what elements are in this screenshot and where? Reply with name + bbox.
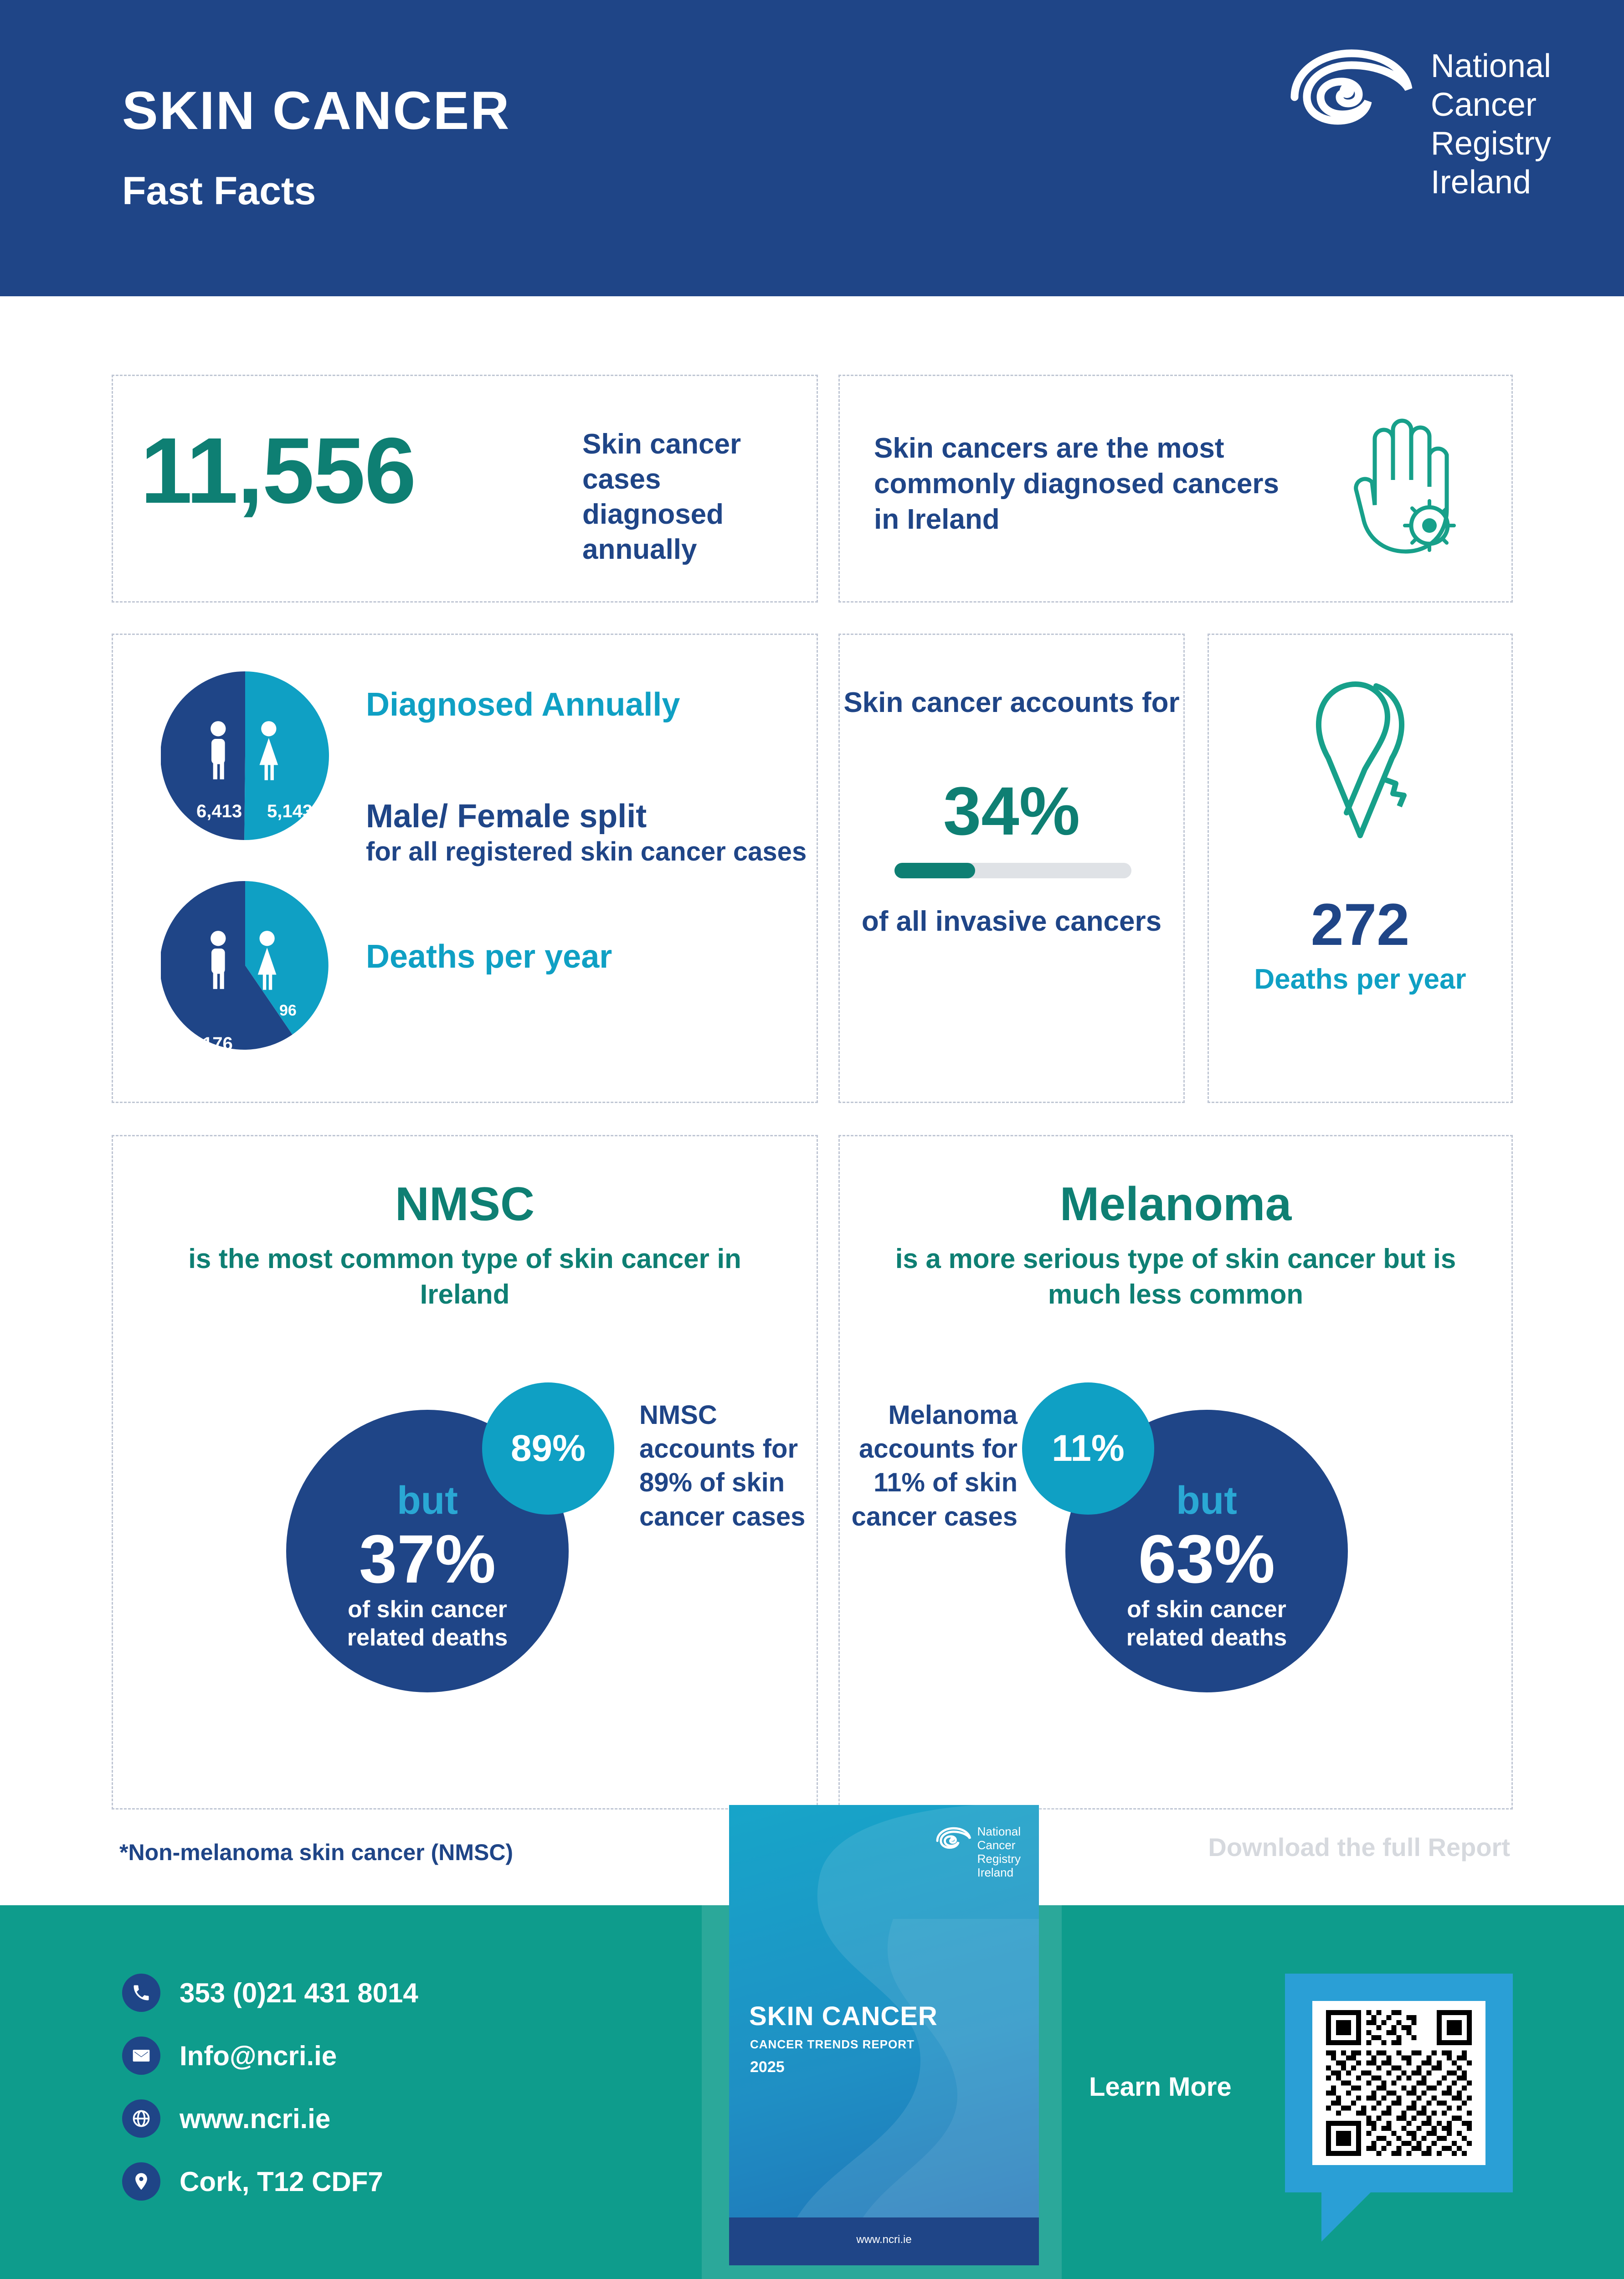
deaths-female-count: 96 <box>279 1002 297 1019</box>
melanoma-deaths-percent: 63% <box>1138 1521 1275 1597</box>
nmsc-share-circle: 89% <box>482 1382 614 1515</box>
nmsc-deaths-percent: 37% <box>359 1521 496 1597</box>
ncri-logo <box>1279 43 1551 202</box>
awareness-ribbon-icon <box>1301 676 1419 840</box>
nmsc-subtitle: is the most common type of skin cancer in Ireland <box>188 1243 741 1310</box>
envelope-icon <box>122 2037 160 2075</box>
nmsc-footnote: *Non-melanoma skin cancer (NMSC) <box>119 1840 514 1865</box>
card-deaths-per-year <box>1208 634 1513 1103</box>
page-title: SKIN CANCER <box>122 81 511 141</box>
split-heading-text: Male/ Female split <box>366 798 647 835</box>
melanoma-share-text: Melanoma accounts for 11% of skin cancer cases <box>851 1400 1018 1531</box>
cover-subtitle: CANCER TRENDS REPORT <box>750 2037 915 2051</box>
cover-year: 2025 <box>750 2058 785 2076</box>
invasive-bottom-text: of all invasive cancers <box>861 906 1162 937</box>
ncri-logo-mark <box>1279 43 1415 139</box>
report-cover[interactable] <box>729 1805 1039 2265</box>
contact-list <box>122 1974 418 2225</box>
contact-email-text: Info@ncri.ie <box>180 2040 337 2071</box>
contact-email[interactable] <box>122 2037 418 2075</box>
invasive-top-text: Skin cancer accounts for <box>843 687 1180 718</box>
deaths-label: Deaths per year <box>1254 964 1466 995</box>
cover-logo-mark <box>933 1825 972 1853</box>
cover-logo-line-1: National <box>977 1825 1021 1838</box>
annual-cases-label: Skin cancer cases diagnosed annually <box>582 428 741 565</box>
qr-bubble-tail <box>1321 2191 1372 2242</box>
contact-address <box>122 2162 418 2201</box>
invasive-progress-fill <box>894 863 975 878</box>
page-header <box>0 0 1624 296</box>
card-most-common <box>838 375 1513 603</box>
nmsc-title: NMSC <box>395 1178 535 1231</box>
globe-icon <box>122 2099 160 2138</box>
deaths-per-year-heading: Deaths per year <box>366 938 612 975</box>
logo-line-1: National <box>1430 48 1551 84</box>
cover-logo-line-3: Registry <box>977 1851 1021 1866</box>
split-subheading-text: for all registered skin cancer cases <box>366 837 807 867</box>
ncri-logo-text <box>1431 43 1551 202</box>
contact-website[interactable] <box>122 2099 418 2138</box>
download-report-note: Download the full Report <box>1208 1833 1510 1861</box>
qr-code-image <box>1326 2010 1472 2156</box>
nmsc-deaths-text: of skin cancer related deaths <box>347 1596 508 1651</box>
deaths-pie-chart <box>161 881 329 1050</box>
card-gender-split <box>112 634 818 1103</box>
contact-phone[interactable] <box>122 1974 418 2012</box>
cover-logo <box>933 1825 1021 1880</box>
deaths-male-count: 176 <box>202 1034 233 1054</box>
contact-phone-text: 353 (0)21 431 8014 <box>180 1977 418 2008</box>
cover-title: SKIN CANCER <box>749 2001 938 2031</box>
logo-line-3: Registry <box>1430 125 1551 162</box>
card-invasive-share <box>838 634 1185 1103</box>
melanoma-subtitle: is a more serious type of skin cancer but is much less common <box>895 1243 1456 1310</box>
learn-more-label: Learn More <box>1089 2072 1232 2102</box>
diagnosed-male-count: 6,413 <box>196 801 242 821</box>
card-annual-cases <box>112 375 818 603</box>
location-pin-icon <box>122 2162 160 2201</box>
most-common-text: Skin cancers are the most commonly diagnosed cancers in Ireland <box>874 433 1279 536</box>
melanoma-but-word: but <box>1176 1479 1237 1522</box>
melanoma-deaths-text: of skin cancer related deaths <box>1126 1596 1287 1651</box>
melanoma-share-circle: 11% <box>1022 1382 1154 1515</box>
invasive-progress-track <box>894 863 1131 878</box>
nmsc-but-word: but <box>397 1479 458 1522</box>
page-subtitle: Fast Facts <box>122 169 316 213</box>
qr-code[interactable] <box>1312 2001 1485 2165</box>
diagnosed-annually-heading: Diagnosed Annually <box>366 686 680 723</box>
hand-with-lesion-icon <box>1331 412 1468 557</box>
cover-logo-line-4: Ireland <box>977 1865 1014 1879</box>
phone-icon <box>122 1974 160 2012</box>
invasive-percent: 34% <box>943 773 1080 849</box>
nmsc-share-text: NMSC accounts for 89% of skin cancer cases <box>639 1400 806 1531</box>
cover-url: www.ncri.ie <box>856 2233 912 2246</box>
card-melanoma <box>838 1135 1513 1810</box>
cover-logo-text <box>977 1825 1021 1880</box>
diagnosed-female-count: 5,143 <box>267 801 313 821</box>
cover-logo-line-2: Cancer <box>977 1838 1016 1852</box>
contact-address-text: Cork, T12 CDF7 <box>180 2166 383 2197</box>
card-nmsc <box>112 1135 818 1810</box>
melanoma-title: Melanoma <box>1059 1178 1292 1231</box>
male-female-split-heading <box>366 797 807 868</box>
logo-line-2: Cancer <box>1430 86 1537 123</box>
deaths-value: 272 <box>1311 891 1410 958</box>
annual-cases-value: 11,556 <box>140 418 416 523</box>
logo-line-4: Ireland <box>1430 164 1531 201</box>
contact-website-text: www.ncri.ie <box>180 2103 331 2134</box>
